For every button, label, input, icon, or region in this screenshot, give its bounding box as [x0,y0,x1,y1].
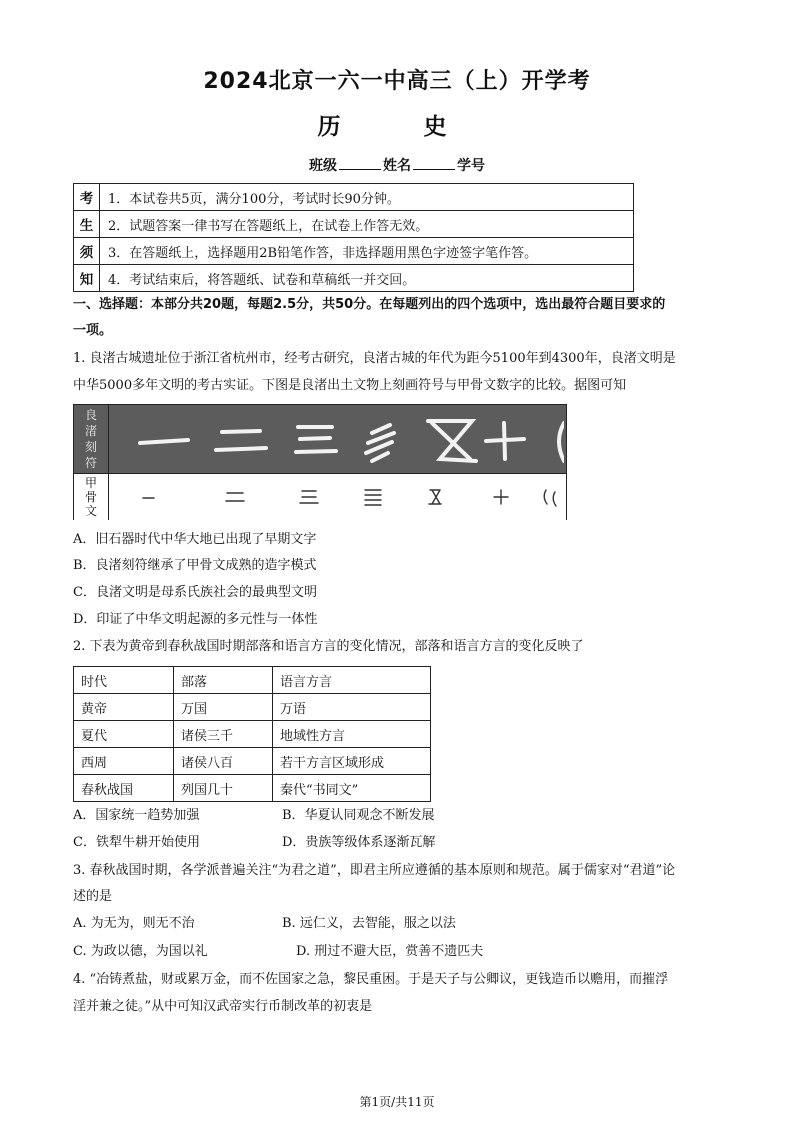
q1-symbol-comparison-figure [73,404,567,520]
notice-item: 4．考试结束后，将答题纸、试卷和草稿纸一并交回。 [100,265,634,292]
exam-title: 2024北京一六一中高三（上）开学考 [203,69,591,94]
oracle-bone-numerals-row [74,473,566,520]
section-heading-line2: 一项。 [73,323,113,338]
q3-option-b[interactable]: B. 远仁义，去智能，服之以法 [282,916,456,931]
oracle-seven [494,490,508,504]
notice-key: 生 [74,211,100,238]
table-row [74,721,431,748]
symbol-three [296,427,336,452]
symbol-seven [486,423,524,459]
q1-stem-line1: 1. 良渚古城遗址位于浙江省杭州市，经考古研究，良渚古城的年代为距今5100年到4300年，良渚文明是 [73,351,676,366]
table-row [74,694,431,721]
class-label: 班级 [309,158,337,174]
q4-stem-line2: 淫并兼之徒。”从中可知汉武帝实行币制改革的初衷是 [73,999,373,1014]
class-blank[interactable] [339,157,381,170]
notice-key: 考 [74,184,100,211]
q3-option-a[interactable]: A. 为无为，则无不治 [73,916,195,931]
q1-option-d[interactable]: D．印证了中华文明起源的多元性与一体性 [73,612,318,627]
q1-stem-line2: 中华5000多年文明的考古实证。下图是良渚出土文物上刻画符号与甲骨文数字的比较。据图可知 [73,378,627,393]
notice-item: 2．试题答案一律书写在答题纸上，在试卷上作答无效。 [100,211,634,238]
q3-stem-line1: 3. 春秋战国时期，各学派普遍关注“为君之道”，即君主所应遵循的基本原则和规范。属于儒家对“君道”论 [73,863,676,878]
table-cell: 黄帝 [74,694,174,721]
table-cell: 列国几十 [174,775,273,802]
q2-option-a[interactable]: A．国家统一趋势加强 [73,808,200,823]
q3-stem-line2: 述的是 [73,889,113,904]
q3-option-d[interactable]: D. 刑过不避大臣，赏善不遗匹夫 [296,944,484,959]
liangzhu-row-label: 良 渚 刻 符 [74,405,109,473]
q1-option-a[interactable]: A．旧石器时代中华大地已出现了早期文字 [73,532,317,547]
table-cell: 春秋战国 [74,775,174,802]
symbol-five [428,421,476,461]
subject-title: 历 史 [317,114,477,140]
q2-option-c[interactable]: C．铁犁牛耕开始使用 [73,835,200,850]
page-footer: 第1页/共11页 [359,1095,435,1109]
table-cell: 诸侯三千 [174,721,273,748]
q3-option-c[interactable]: C. 为政以德，为国以礼 [73,944,208,959]
oracle-eight [544,490,556,506]
student-info-line [0,155,794,175]
table-cell: 夏代 [74,721,174,748]
notice-key: 须 [74,238,100,265]
notice-item: 1．本试卷共5页，满分100分，考试时长90分钟。 [100,184,634,211]
oracle-three [300,491,318,503]
table-header-cell: 部落 [174,667,273,694]
notice-item: 3．在答题纸上，选择题用2B铅笔作答，非选择题用黑色字迹签字笔作答。 [100,238,634,265]
table-header-cell: 时代 [74,667,174,694]
q4-stem-line1: 4. “冶铸煮盐，财或累万金，而不佐国家之急，黎民重困。于是天子与公卿议，更钱造币以赡用，而摧浮 [73,972,669,987]
q2-table [73,666,431,802]
table-cell: 秦代“书同文” [273,775,431,802]
q2-option-d[interactable]: D．贵族等级体系逐渐瓦解 [282,835,436,850]
oracle-four [365,490,381,505]
id-label: 学号 [457,158,485,174]
table-cell: 诸侯八百 [174,748,273,775]
q2-stem: 2. 下表为黄帝到春秋战国时期部落和语言方言的变化情况，部落和语言方言的变化反映了 [73,639,584,654]
table-cell: 若干方言区域形成 [273,748,431,775]
q1-option-b[interactable]: B．良渚刻符继承了甲骨文成熟的造字模式 [73,558,317,573]
table-cell: 万国 [174,694,273,721]
liangzhu-symbols-row [74,405,566,473]
oracle-row-label: 甲 骨 文 [74,474,109,520]
symbol-four [366,425,394,461]
table-cell: 地域性方言 [273,721,431,748]
table-row [74,748,431,775]
notice-key: 知 [74,265,100,292]
name-label: 姓名 [383,158,411,174]
q2-option-b[interactable]: B．华夏认同观念不断发展 [282,808,435,823]
exam-notice-box [73,183,634,292]
symbol-one [140,440,188,443]
table-header-cell: 语言方言 [273,667,431,694]
name-blank[interactable] [413,157,455,170]
table-cell: 西周 [74,748,174,775]
oracle-numerals-image [110,474,564,520]
q1-option-c[interactable]: C．良渚文明是母系氏族社会的最典型文明 [73,585,317,600]
symbol-eight [559,423,564,461]
symbol-two [216,431,266,450]
table-header-row [74,667,431,694]
table-row [74,775,431,802]
table-cell: 万语 [273,694,431,721]
oracle-two [226,493,244,501]
section-heading-line1: 一、选择题：本部分共20题，每题2.5分，共50分。在每题列出的四个选项中，选出最符合题目要求的 [73,297,666,312]
liangzhu-symbols-image [110,405,564,473]
oracle-five [429,490,441,504]
